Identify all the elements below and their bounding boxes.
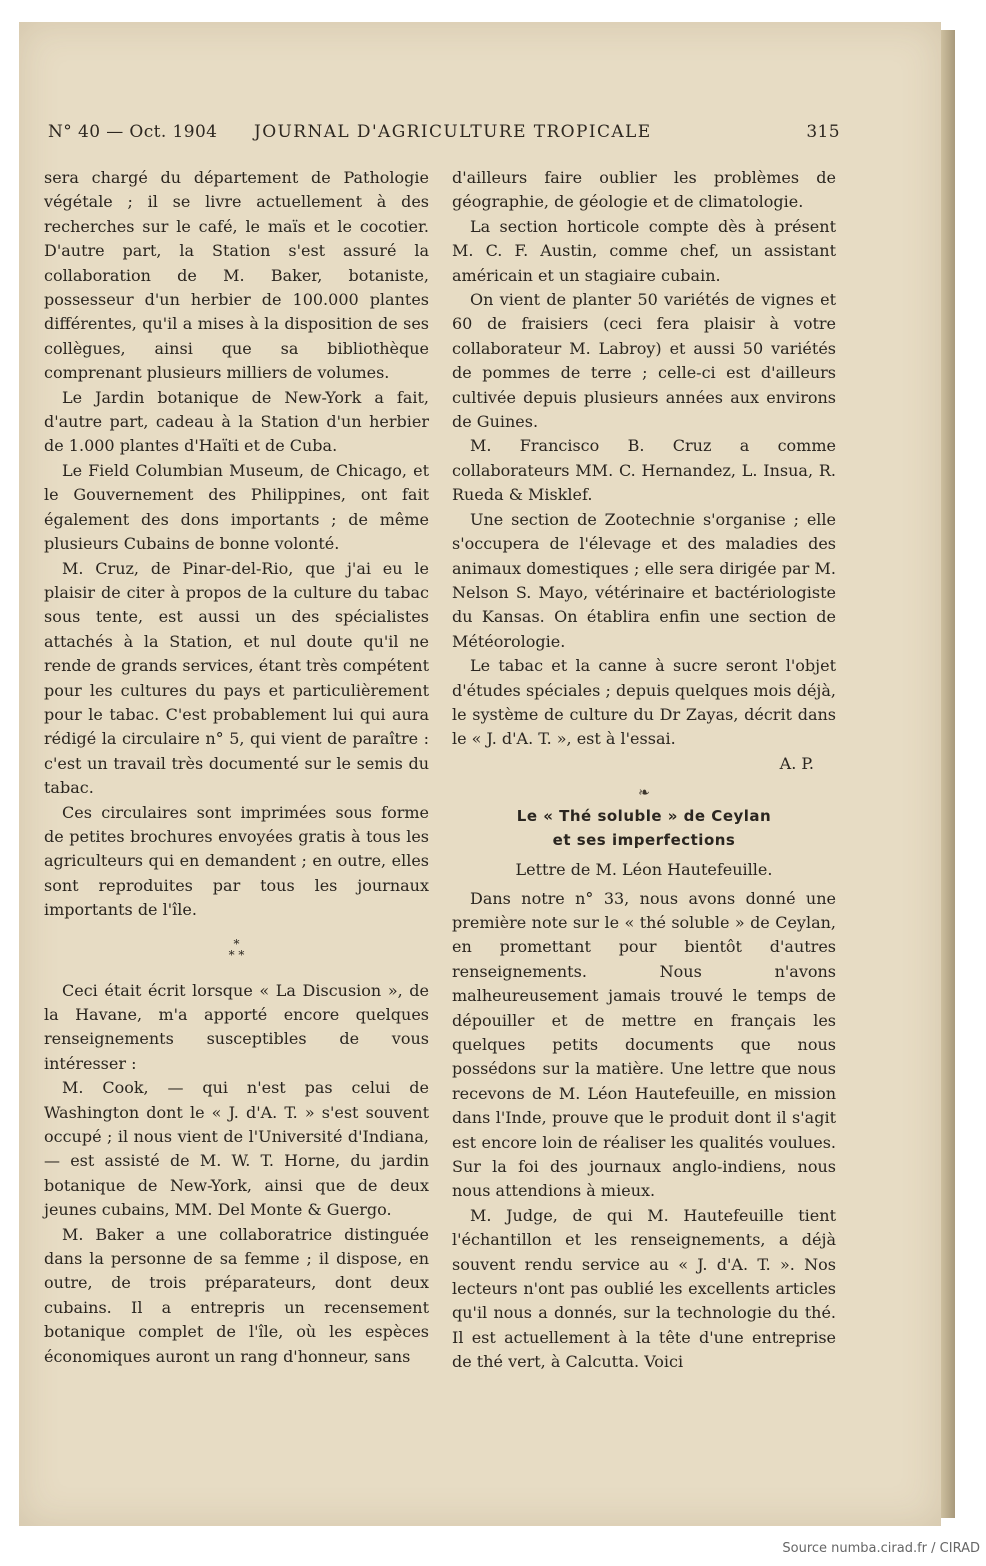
signature: A. P.: [779, 753, 814, 773]
paragraph: La section horticole compte dès à présent M. C. F. Austin, comme chef, un assistant américain et un stagiaire cubain.: [452, 216, 836, 285]
page-edge: [941, 30, 955, 1518]
article-title: [452, 804, 836, 852]
page-number: 315: [806, 122, 840, 142]
paragraph: Le tabac et la canne à sucre seront l'objet d'études spéciales ; depuis quelques mois déjà, le système de culture du Dr Zayas, décrit dans le « J. d'A. T. », est à l'essai.: [452, 656, 836, 749]
ornament-icon: ❧: [638, 785, 650, 802]
paragraph: On vient de planter 50 variétés de vignes et 60 de fraisiers (ceci fera plaisir à votre collaborateur M. Labroy) et aussi 50 variétés de pommes de terre ; celle-ci est d'ailleurs cultivée depuis plusieurs années aux environs de Guines.: [452, 290, 836, 432]
article-title-line-1: Le « Thé soluble » de Ceylan: [516, 807, 772, 826]
issue-date: N° 40 — Oct. 1904: [48, 122, 218, 142]
right-column: [452, 166, 836, 1375]
paragraph: sera chargé du département de Pathologie végétale ; il se livre actuellement à des recherches sur le café, le maïs et le cocotier. D'autre part, la Station s'est assuré la collaboration de M. Baker, botaniste, possesseur d'un herbier de 100.000 plantes différentes, qu'il a mises à la disposition de ses collègues, ainsi que sa bibliothèque comprenant plusieurs milliers de volumes.: [44, 168, 429, 383]
paragraph: M. Judge, de qui M. Hautefeuille tient l'échantillon et les renseignements, a déjà souvent rendu service au « J. d'A. T. ». Nos lecteurs n'ont pas oublié les excellents articles qu'il nous a donnés, sur la technologie du thé. Il est actuellement à la tête d'une entreprise de thé vert, à Calcutta. Voici: [452, 1205, 836, 1372]
paragraph: Ces circulaires sont imprimées sous forme de petites brochures envoyées gratis à tous les agriculteurs qui en demandent ; en outre, elles sont reproduites par tous les journaux importants de l'île.: [44, 802, 429, 920]
article-subtitle: Lettre de M. Léon Hautefeuille.: [515, 860, 773, 880]
paragraph: M. Cruz, de Pinar-del-Rio, que j'ai eu le plaisir de citer à propos de la culture du tabac sous tente, est aussi un des spécialistes attachés à la Station, et nul doute qu'il ne rende de grands services, étant très compétent pour les cultures du pays et particulièrement pour le tabac. C'est probablement lui qui aura rédigé la circulaire n° 5, qui vient de paraître : c'est un travail très documenté sur le semis du tabac.: [44, 558, 429, 798]
paragraph: M. Francisco B. Cruz a comme collaborateurs MM. C. Hernandez, L. Insua, R. Rueda & Misklef.: [452, 436, 836, 505]
paragraph: Une section de Zootechnie s'organise ; elle s'occupera de l'élevage et des maladies des animaux domestiques ; elle sera dirigée par M. Nelson S. Mayo, vétérinaire et bactériologiste du Kansas. On établira enfin une section de Météorologie.: [452, 509, 836, 651]
paragraph: Le Field Columbian Museum, de Chicago, et le Gouvernement des Philippines, ont fait également des dons importants ; de même plusieurs Cubains de bonne volonté.: [44, 460, 429, 554]
paragraph: M. Cook, — qui n'est pas celui de Washington dont le « J. d'A. T. » s'est souvent occupé ; il nous vient de l'Université d'Indiana, — est assisté de M. W. T. Horne, du jardin botanique de New-York, ainsi que de deux jeunes cubains, MM. Del Monte & Guergo.: [44, 1078, 429, 1220]
star-top: *: [233, 936, 240, 951]
article-title-line-2: et ses imperfections: [552, 831, 736, 850]
paragraph: d'ailleurs faire oublier les problèmes de géographie, de géologie et de climatologie.: [452, 168, 836, 212]
left-column: [44, 166, 429, 1369]
paragraph: M. Baker a une collaboratrice distinguée dans la personne de sa femme ; il dispose, en outre, de trois préparateurs, dont deux cubains. Il a entrepris un recensement botanique complet de l'île, où les espèces économiques auront un rang d'honneur, sans: [44, 1224, 429, 1366]
paragraph: Le Jardin botanique de New-York a fait, d'autre part, cadeau à la Station d'un herbier de 1.000 plantes d'Haïti et de Cuba.: [44, 387, 429, 456]
paragraph: Dans notre n° 33, nous avons donné une première note sur le « thé soluble » de Ceylan, en promettant pour bientôt d'autres renseignements. Nous n'avons malheureusement jamais trouvé le temps de dépouiller et de mettre en français les quelques petits documents que nous possédons sur la matière. Une lettre que nous recevons de M. Léon Hautefeuille, en mission dans l'Inde, prouve que le produit dont il s'agit est encore loin de réaliser les qualités voulues. Sur la foi des journaux anglo-indiens, nous nous attendions à mieux.: [452, 888, 836, 1201]
source-credit: Source numba.cirad.fr / CIRAD: [782, 1541, 980, 1556]
paragraph: Ceci était écrit lorsque « La Discusion », de la Havane, m'a apporté encore quelques renseignements susceptibles de vous intéresser :: [44, 980, 429, 1073]
journal-title: JOURNAL D'AGRICULTURE TROPICALE: [254, 122, 652, 142]
section-separator: [44, 936, 429, 962]
star-bottom: * *: [228, 947, 245, 962]
